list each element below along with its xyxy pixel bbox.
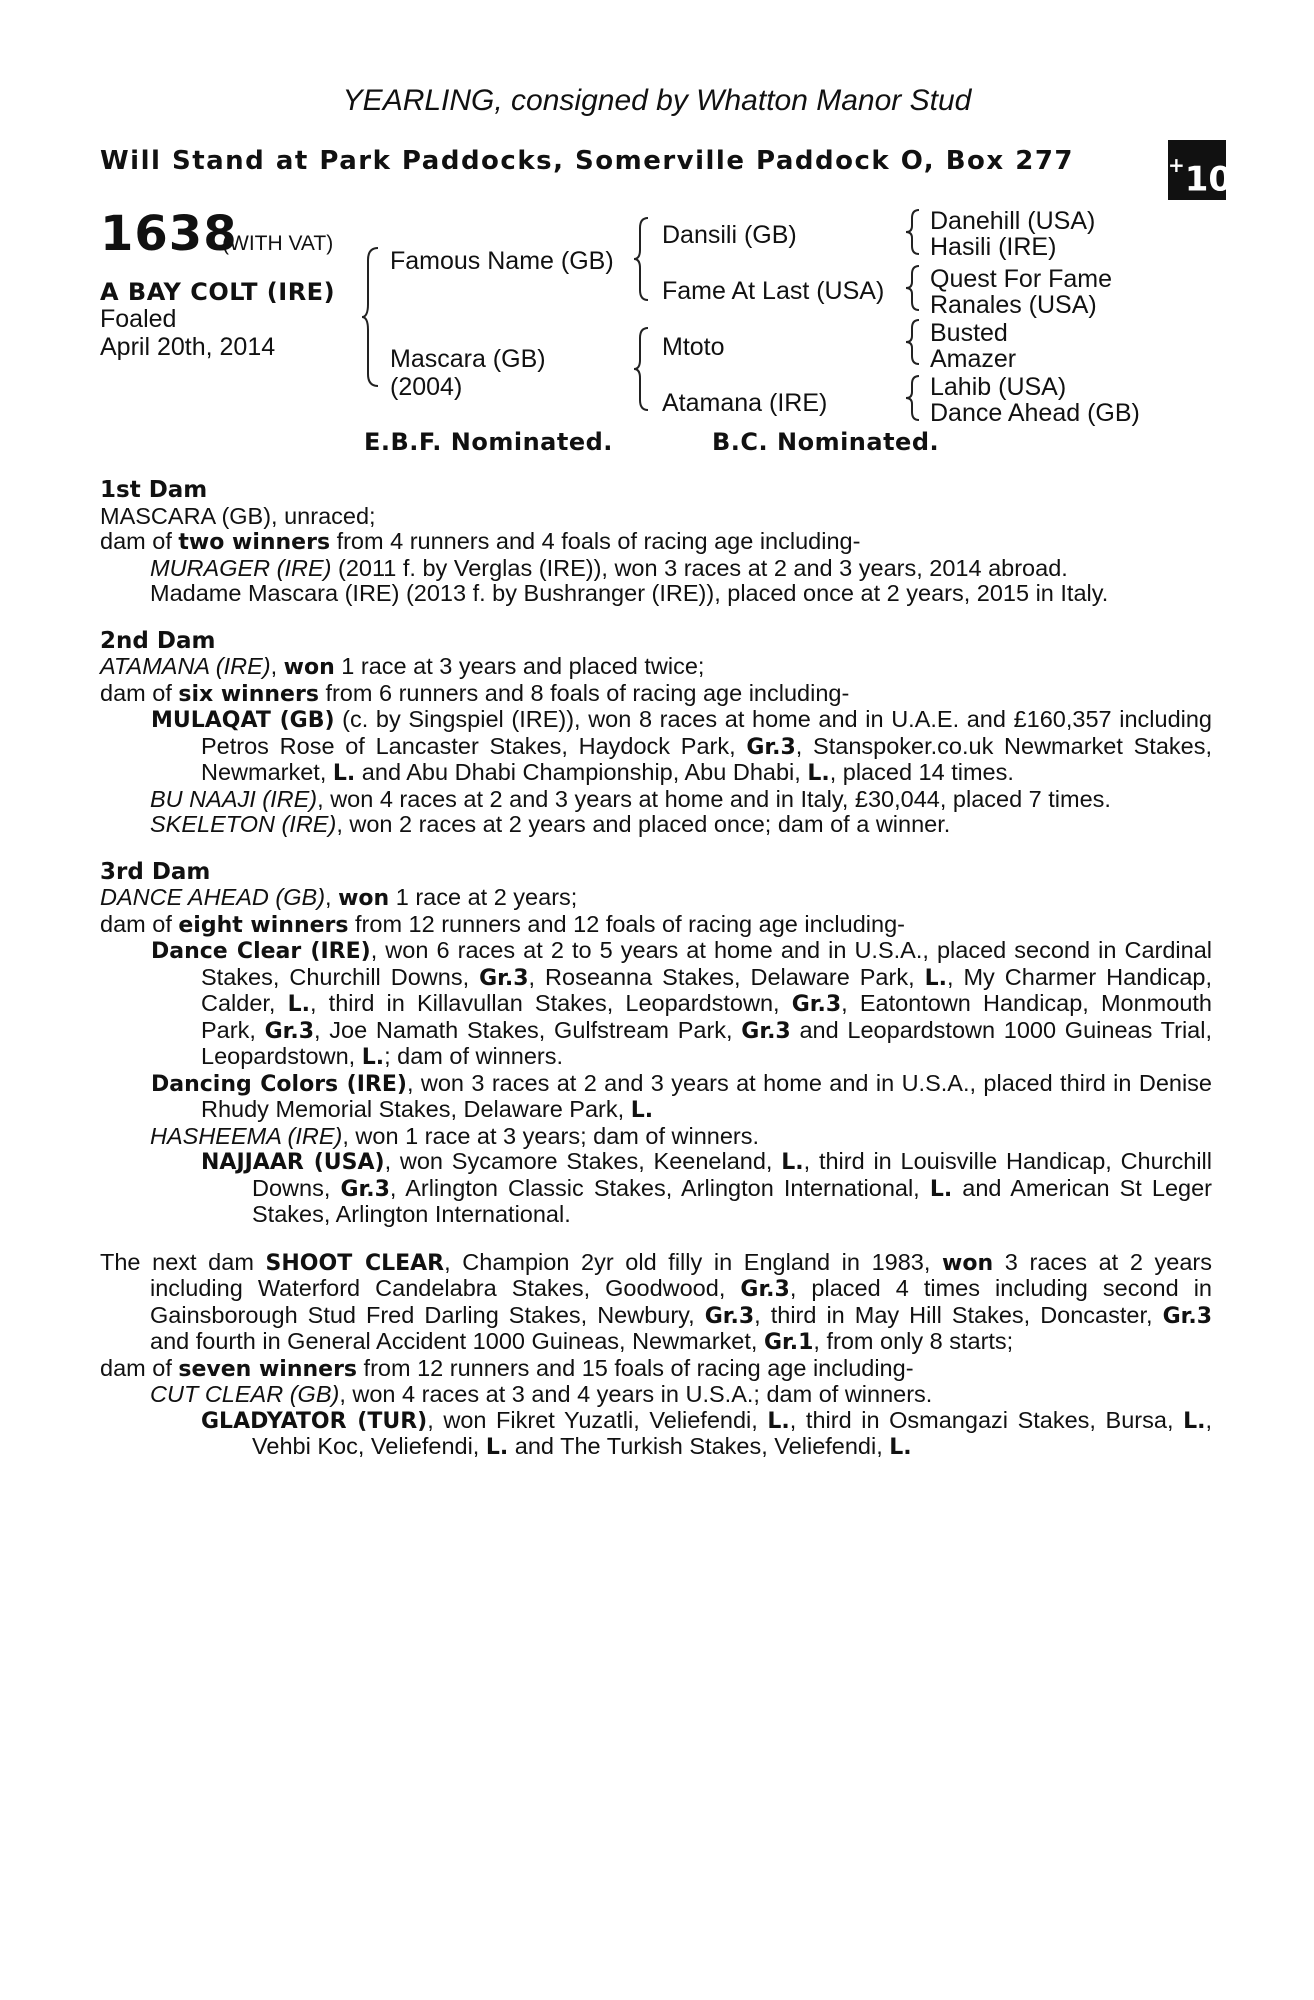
- pedigree-dam: Mascara (GB): [390, 345, 546, 373]
- lot-badge: [1168, 140, 1233, 200]
- progeny-madame-mascara: Madame Mascara (IRE) (2013 f. by Bushranger (IRE)), placed once at 2 years, 2015 in Italy.: [150, 580, 1109, 606]
- pedigree-g3-6: Amazer: [930, 345, 1017, 373]
- first-dam-line: MASCARA (GB), unraced;: [100, 502, 376, 529]
- first-dam-produce-summary: dam of two winners from 4 runners and 4 foals of racing age including-: [100, 528, 861, 555]
- pedigree-g3-7: Lahib (USA): [930, 373, 1067, 401]
- pedigree-brace-g3-2: [903, 262, 925, 314]
- pedigree-brace-g3-4: [903, 372, 925, 424]
- third-dam-produce-summary: dam of eight winners from 12 runners and 12 foals of racing age including-: [100, 910, 905, 938]
- second-dam-line: ATAMANA (IRE), won 1 race at 3 years and placed twice;: [100, 653, 705, 680]
- third-dam-line: DANCE AHEAD (GB), won 1 race at 2 years;: [100, 884, 578, 911]
- pedigree-sire: Famous Name (GB): [390, 247, 614, 275]
- badge-number: 10: [1184, 159, 1233, 200]
- pedigree-g3-1: Danehill (USA): [930, 207, 1096, 235]
- pedigree-g3-3: Quest For Fame: [930, 265, 1112, 293]
- foaled-label: Foaled: [100, 305, 177, 333]
- pedigree-g3-2: Hasili (IRE): [930, 233, 1057, 261]
- pedigree-g3-4: Ranales (USA): [930, 291, 1097, 319]
- progeny-dancing-colors: Dancing Colors (IRE), won 3 races at 2 and 3 years at home and in U.S.A., placed third in Denise Rhudy Memorial Stakes, Delaware Park, L.: [151, 1069, 1213, 1123]
- progeny-gladyator: GLADYATOR (TUR), won Fikret Yuzatli, Veliefendi, L., third in Osmangazi Stakes, Bursa, L., Vehbi Koc, Veliefendi, L. and The Turkish Stakes, Veliefendi, L.: [201, 1406, 1213, 1460]
- progeny-bu-naaji: BU NAAJI (IRE), won 4 races at 2 and 3 years at home and in Italy, £30,044, placed 7 times.: [150, 785, 1111, 812]
- progeny-skeleton: SKELETON (IRE), won 2 races at 2 years and placed once; dam of a winner.: [150, 811, 951, 837]
- lot-number: 1638: [100, 206, 238, 262]
- pedigree-dam-dam: Atamana (IRE): [662, 389, 828, 417]
- pedigree-brace-sire: [632, 212, 654, 307]
- pedigree-brace-g3-3: [903, 316, 925, 368]
- pedigree-sire-sire: Dansili (GB): [662, 221, 797, 249]
- next-dam-produce-summary: dam of seven winners from 12 runners and 15 foals of racing age including-: [100, 1354, 914, 1382]
- second-dam-produce-summary: dam of six winners from 6 runners and 8 foals of racing age including-: [100, 679, 850, 707]
- pedigree-brace-main: [360, 240, 384, 395]
- catalogue-body: [100, 478, 1212, 1461]
- pedigree-dam-sire: Mtoto: [662, 333, 725, 361]
- progeny-dance-clear: Dance Clear (IRE), won 6 races at 2 to 5 years at home and in U.S.A., placed second in Cardinal Stakes, Churchill Downs, Gr.3, Roseanna Stakes, Delaware Park, L., My Charmer Handicap, Calder, L., third in Killavullan Stakes, Leopardstown, Gr.3, Eatontown Handicap, Monmouth Park, Gr.3, Joe Namath Stakes, Gulfstream Park, Gr.3 and Leopardstown 1000 Guineas Trial, Leopardstown, L.; dam of winners.: [151, 937, 1212, 1070]
- next-dam-paragraph: The next dam SHOOT CLEAR, Champion 2yr old filly in England in 1983, won 3 races at 2 years including Waterford Candelabra Stakes, Goodwood, Gr.3, placed 4 times including second in Gainsborough Stud Fred Darling Stakes, Newbury, Gr.3, third in May Hill Stakes, Doncaster, Gr.3 and fourth in General Accident 1000 Guineas, Newmarket, Gr.1, from only 8 starts;: [100, 1248, 1212, 1355]
- pedigree-dam-year: (2004): [390, 373, 463, 401]
- pedigree-g3-8: Dance Ahead (GB): [930, 399, 1140, 427]
- stand-location: Will Stand at Park Paddocks, Somerville Paddock O, Box 277: [100, 146, 1075, 176]
- page-title: YEARLING, consigned by Whatton Manor Stud: [342, 84, 972, 117]
- ebf-nominated: E.B.F. Nominated.: [364, 428, 613, 456]
- progeny-mulaqat: MULAQAT (GB) (c. by Singspiel (IRE)), won 8 races at home and in U.A.E. and £160,357 including Petros Rose of Lancaster Stakes, Haydock Park, Gr.3, Stanspoker.co.uk Newmarket Stakes, Newmarket, L. and Abu Dhabi Championship, Abu Dhabi, L., placed 14 times.: [151, 706, 1212, 786]
- foaled-date: April 20th, 2014: [100, 333, 276, 361]
- progeny-cut-clear: CUT CLEAR (GB), won 4 races at 3 and 4 years in U.S.A.; dam of winners.: [150, 1381, 933, 1407]
- pedigree-brace-dam: [632, 322, 654, 417]
- progeny-hasheema: HASHEEMA (IRE), won 1 race at 3 years; dam of winners.: [150, 1122, 760, 1149]
- badge-plus: +: [1168, 153, 1185, 177]
- pedigree-brace-g3-1: [903, 206, 925, 258]
- pedigree-g3-5: Busted: [930, 319, 1008, 347]
- progeny-najjaar: NAJJAAR (USA), won Sycamore Stakes, Keeneland, L., third in Louisville Handicap, Churchill Downs, Gr.3, Arlington Classic Stakes, Arlington International, L. and American St Leger Stakes, Arlington International.: [201, 1148, 1213, 1227]
- progeny-murager: MURAGER (IRE) (2011 f. by Verglas (IRE)), won 3 races at 2 and 3 years, 2014 abroad.: [150, 554, 1068, 581]
- vat-note: (WITH VAT): [222, 232, 334, 255]
- pedigree-sire-dam: Fame At Last (USA): [662, 277, 885, 305]
- third-dam-heading: 3rd Dam: [100, 858, 211, 885]
- bc-nominated: B.C. Nominated.: [712, 428, 940, 456]
- first-dam-heading: 1st Dam: [100, 477, 208, 503]
- second-dam-heading: 2nd Dam: [100, 627, 216, 654]
- horse-description: A BAY COLT (IRE): [100, 278, 336, 306]
